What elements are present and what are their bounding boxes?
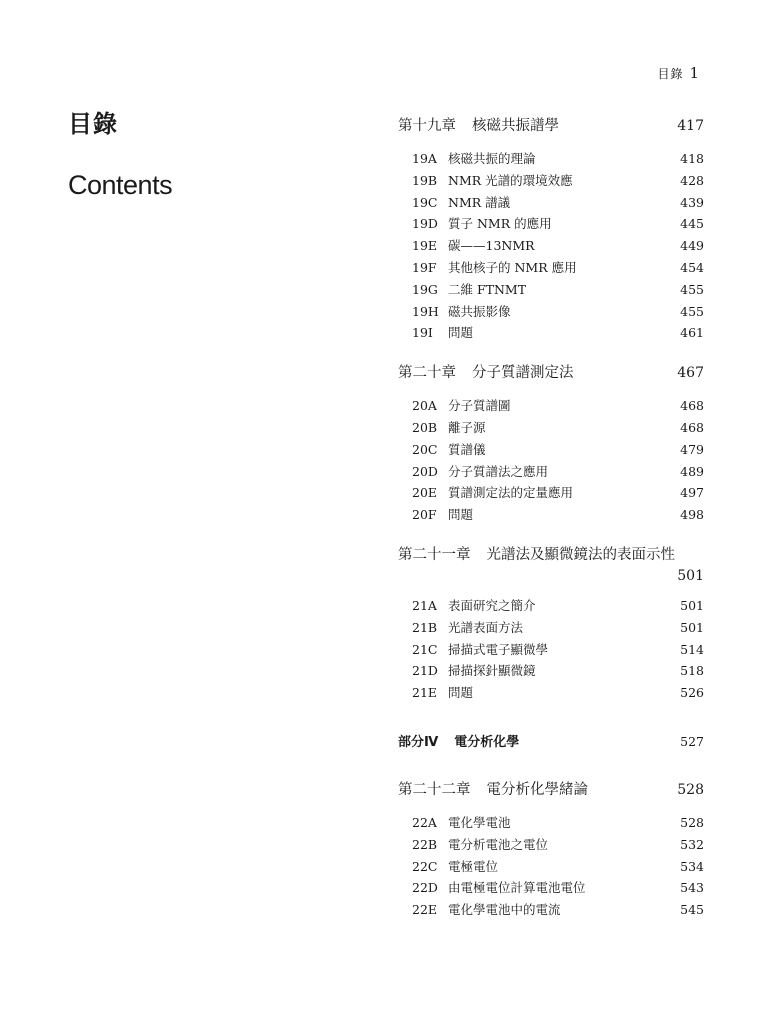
toc-item: [398, 900, 704, 922]
chapter-title: 光譜法及顯微鏡法的表面示性: [486, 546, 675, 563]
item-title: 質譜儀: [448, 441, 486, 457]
chapter-page: 417: [677, 118, 704, 134]
item-page: 455: [680, 281, 704, 297]
item-page: 449: [680, 238, 704, 254]
chapter-22: [398, 778, 704, 922]
item-page: 468: [680, 419, 704, 435]
item-code: 21D: [412, 663, 438, 679]
chapter-heading: [398, 778, 704, 799]
chapter-number: 第二十一章: [398, 546, 471, 563]
item-title: 掃描探針顯微鏡: [448, 663, 536, 679]
chapter-20: [398, 361, 704, 527]
chapter-21: [398, 543, 704, 705]
toc-item: [398, 214, 704, 236]
part-page: 527: [680, 733, 704, 749]
toc-item: [398, 813, 704, 835]
item-code: 19F: [412, 259, 437, 275]
toc-item: [398, 835, 704, 857]
chapter-number: 第二十章: [398, 365, 456, 382]
toc-item: [398, 683, 704, 705]
item-page: 468: [680, 398, 704, 414]
item-page: 497: [680, 485, 704, 501]
item-page: 518: [680, 663, 704, 679]
toc-item: [398, 661, 704, 683]
item-code: 19G: [412, 281, 438, 297]
item-title: 由電極電位計算電池電位: [448, 880, 586, 896]
toc-item: [398, 462, 704, 484]
item-code: 21A: [412, 597, 437, 613]
item-code: 19E: [412, 238, 438, 254]
chapter-page: 467: [677, 365, 704, 382]
item-title: 電化學電池: [448, 814, 511, 830]
toc-item: [398, 302, 704, 324]
toc-item: [398, 280, 704, 302]
item-page: 532: [680, 836, 704, 852]
item-code: 19I: [412, 325, 433, 341]
item-title: 分子質譜圖: [448, 398, 511, 414]
header-label: 目錄: [657, 67, 684, 81]
item-page: 461: [680, 325, 704, 341]
item-page: 528: [680, 814, 704, 830]
toc-item: [398, 323, 704, 345]
item-page: 454: [680, 259, 704, 275]
item-page: 428: [680, 172, 704, 188]
toc-item: [398, 440, 704, 462]
item-code: 20C: [412, 441, 438, 457]
item-code: 20E: [412, 485, 438, 501]
item-title: 二維 FTNMT: [448, 281, 527, 297]
item-code: 19D: [412, 216, 438, 232]
item-code: 19A: [412, 151, 437, 166]
item-title: 質子 NMR 的應用: [448, 216, 552, 232]
item-code: 22A: [412, 814, 437, 830]
item-page: 498: [680, 507, 704, 523]
item-code: 19H: [412, 303, 439, 319]
toc-item: [398, 596, 704, 618]
item-page: 479: [680, 441, 704, 457]
chapter-number: 第二十二章: [398, 781, 471, 798]
toc-item: [398, 193, 704, 215]
chapter-page: 528: [677, 781, 704, 798]
item-code: 20B: [412, 419, 438, 435]
toc-item: [398, 857, 704, 879]
item-title: 核磁共振的理論: [448, 151, 536, 166]
item-title: 問題: [448, 507, 474, 523]
item-title: 其他核子的 NMR 應用: [448, 259, 577, 275]
item-title: 問題: [448, 325, 474, 341]
chapter-heading: [398, 114, 704, 135]
page-title-english: Contents: [68, 170, 173, 200]
item-page: 418: [680, 151, 704, 166]
toc-item: [398, 149, 704, 171]
toc-item: [398, 258, 704, 280]
item-page: 501: [680, 619, 704, 635]
item-title: 問題: [448, 685, 474, 701]
item-page: 455: [680, 303, 704, 319]
header-page-number: 1: [689, 64, 700, 82]
item-code: 20F: [412, 507, 437, 523]
toc-item: [398, 640, 704, 662]
item-title: 電極電位: [448, 858, 499, 874]
part-number: 部分Ⅳ: [398, 734, 439, 750]
item-page: 534: [680, 858, 704, 874]
item-title: 掃描式電子顯微學: [448, 641, 549, 657]
item-title: 光譜表面方法: [448, 619, 524, 635]
item-code: 22D: [412, 880, 438, 896]
item-title: 電分析電池之電位: [448, 836, 549, 852]
chapter-title: 分子質譜測定法: [472, 365, 574, 382]
item-title: 離子源: [448, 419, 486, 435]
item-code: 20A: [412, 398, 437, 414]
item-page: 445: [680, 216, 704, 232]
item-page: 489: [680, 463, 704, 479]
item-title: 碳——13NMR: [448, 238, 535, 254]
chapter-page: 501: [677, 567, 704, 584]
item-page: 439: [680, 194, 704, 210]
item-page: 545: [680, 902, 704, 918]
part-title: 電分析化學: [454, 734, 520, 750]
toc-item: [398, 505, 704, 527]
item-code: 21B: [412, 619, 438, 635]
item-code: 19C: [412, 194, 438, 210]
item-code: 22C: [412, 858, 438, 874]
part-heading: [398, 731, 704, 750]
chapter-number: 第十九章: [398, 118, 456, 134]
chapter-19: [398, 114, 704, 345]
item-title: NMR 譜議: [448, 194, 511, 210]
item-code: 21E: [412, 685, 438, 701]
toc-item: [398, 483, 704, 505]
chapter-title: 電分析化學緒論: [486, 781, 588, 798]
item-code: 21C: [412, 641, 438, 657]
toc-item: [398, 618, 704, 640]
toc-item: [398, 418, 704, 440]
chapter-title: 核磁共振譜學: [472, 118, 559, 134]
item-page: 543: [680, 880, 704, 896]
item-title: 質譜測定法的定量應用: [448, 485, 574, 501]
toc-item: [398, 171, 704, 193]
chapter-heading: [398, 543, 704, 584]
item-title: 電化學電池中的電流: [448, 902, 561, 918]
item-title: 表面研究之簡介: [448, 597, 536, 613]
item-page: 501: [680, 597, 704, 613]
toc-item: [398, 878, 704, 900]
running-header: [657, 64, 700, 82]
table-of-contents: [398, 114, 704, 938]
item-page: 526: [680, 685, 704, 701]
toc-item: [398, 396, 704, 418]
item-code: 20D: [412, 463, 438, 479]
item-code: 22B: [412, 836, 438, 852]
item-code: 22E: [412, 902, 438, 918]
chapter-heading: [398, 361, 704, 382]
item-title: 磁共振影像: [448, 303, 511, 319]
item-title: 分子質譜法之應用: [448, 463, 549, 479]
item-title: NMR 光譜的環境效應: [448, 172, 573, 188]
page-title-chinese: 目錄: [68, 110, 118, 138]
item-page: 514: [680, 641, 704, 657]
item-code: 19B: [412, 172, 438, 188]
toc-item: [398, 236, 704, 258]
